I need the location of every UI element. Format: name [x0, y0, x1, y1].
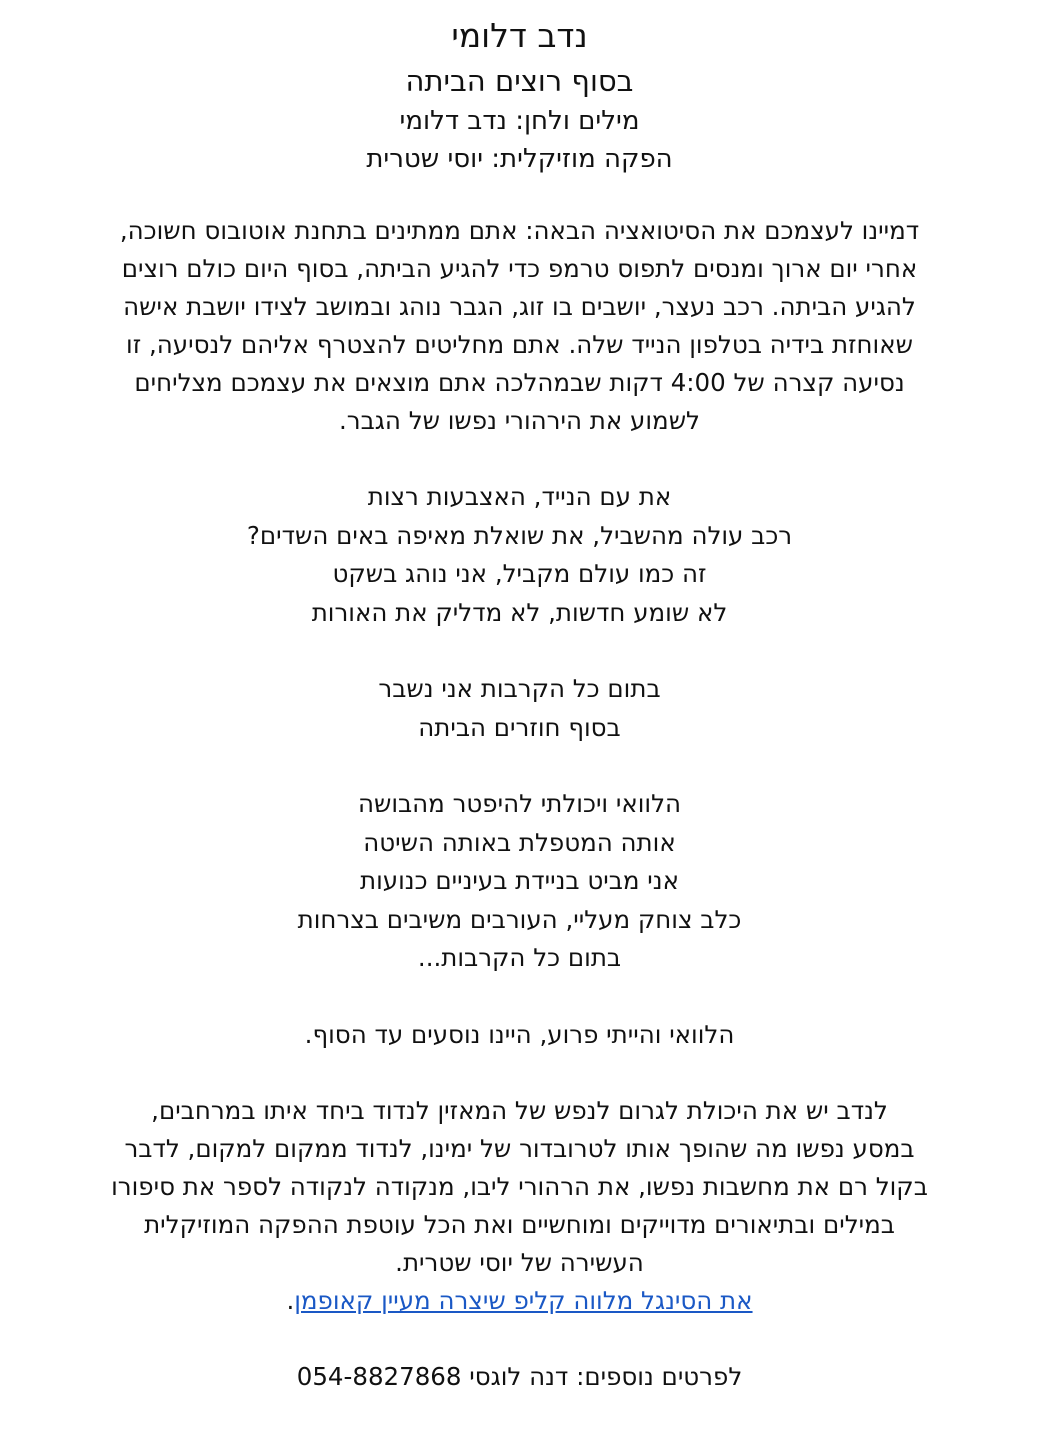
lyric-line: לא שומע חדשות, לא מדליק את האורות — [311, 597, 728, 627]
credit-production: הפקה מוזיקלית: יוסי שטרית — [366, 144, 673, 174]
lyric-line: בתום כל הקרבות... — [417, 943, 622, 972]
credit-lyrics: מילים ולחן: נדב דלומי — [399, 106, 640, 136]
lyrics-verse-2 — [42, 785, 997, 978]
intro-line: אחרי יום ארוך ומנסים לתפוס טרמפ כדי להגיע הביתה, בסוף היום כולם רוצים — [121, 254, 918, 283]
lyrics-chorus — [42, 670, 997, 747]
description-line: במילים ובתיאורים מדוייקים ומוחשיים ואת הכל עוטפת ההפקה המוזיקלית — [144, 1210, 895, 1239]
lyrics-outro — [42, 1016, 997, 1055]
lyric-line: בסוף חוזרים הביתה — [418, 712, 621, 742]
lyric-line: הלוואי ויכולתי להיפטר מהבושה — [357, 789, 682, 818]
spacer — [42, 632, 997, 670]
intro-paragraph — [42, 212, 997, 440]
spacer — [42, 747, 997, 785]
lyric-line: את עם הנייד, האצבעות רצות — [367, 482, 672, 511]
clip-link-line — [42, 1282, 997, 1320]
description-line: לנדב יש את היכולת לגרום לנפש של המאזין לנדוד ביחד איתו במרחבים, — [151, 1096, 888, 1125]
spacer — [42, 1054, 997, 1092]
lyric-line: רכב עולה מהשביל, את שואלת מאיפה באים השדים? — [246, 520, 793, 550]
clip-link[interactable]: את הסינגל מלווה קליפ שיצרה מעיין קאופמן — [294, 1286, 753, 1315]
intro-line: נסיעה קצרה של 4:00 דקות שבמהלכה אתם מוצאים את עצמכם מצליחים — [134, 368, 905, 397]
song-title: בסוף רוצים הביתה — [405, 64, 634, 98]
description-line: בקול רם את מחשבות נפשו, את הרהורי ליבו, מנקודה לנקודה לספר את סיפורו — [111, 1172, 928, 1201]
description-paragraph — [42, 1092, 997, 1282]
spacer — [42, 978, 997, 1016]
spacer — [42, 1320, 997, 1358]
lyric-line: זה כמו עולם מקביל, אני נוהג בשקט — [332, 559, 707, 588]
spacer — [42, 178, 997, 212]
artist-name: נדב דלומי — [451, 16, 588, 55]
intro-line: שאוחזת בידיה בטלפון הנייד שלה. אתם מחליטים להצטרף אליהם לנסיעה, זו — [126, 330, 913, 359]
description-line: העשירה של יוסי שטרית. — [395, 1248, 644, 1277]
intro-line: לשמוע את הירהורי נפשו של הגבר. — [339, 406, 700, 435]
description-line: במסע נפשו מה שהופך אותו לטרובדור של ימינו, לנדוד ממקום למקום, לדבר — [124, 1134, 915, 1163]
link-suffix: . — [286, 1286, 295, 1315]
lyric-line: בתום כל הקרבות אני נשבר — [378, 674, 661, 703]
intro-line: להגיע הביתה. רכב נעצר, יושבים בו זוג, הגבר נוהג ובמושב לצידו יושבת אישה — [123, 292, 916, 321]
lyric-line: אני מביט בניידת בעיניים כנועות — [360, 866, 679, 895]
lyric-line: הלוואי והייתי פרוע, היינו נוסעים עד הסוף. — [304, 1019, 735, 1049]
lyrics-verse-1 — [42, 478, 997, 632]
contact-info: לפרטים נוספים: דנה לוגסי 054-8827868 — [296, 1362, 743, 1391]
spacer — [42, 440, 997, 478]
intro-line: דמיינו לעצמכם את הסיטואציה הבאה: אתם ממתינים בתחנת אוטובוס חשוכה, — [119, 216, 920, 245]
lyric-line: כלב צוחק מעליי, העורבים משיבים בצרחות — [297, 904, 742, 934]
lyric-line: אותה המטפלת באותה השיטה — [363, 827, 676, 857]
